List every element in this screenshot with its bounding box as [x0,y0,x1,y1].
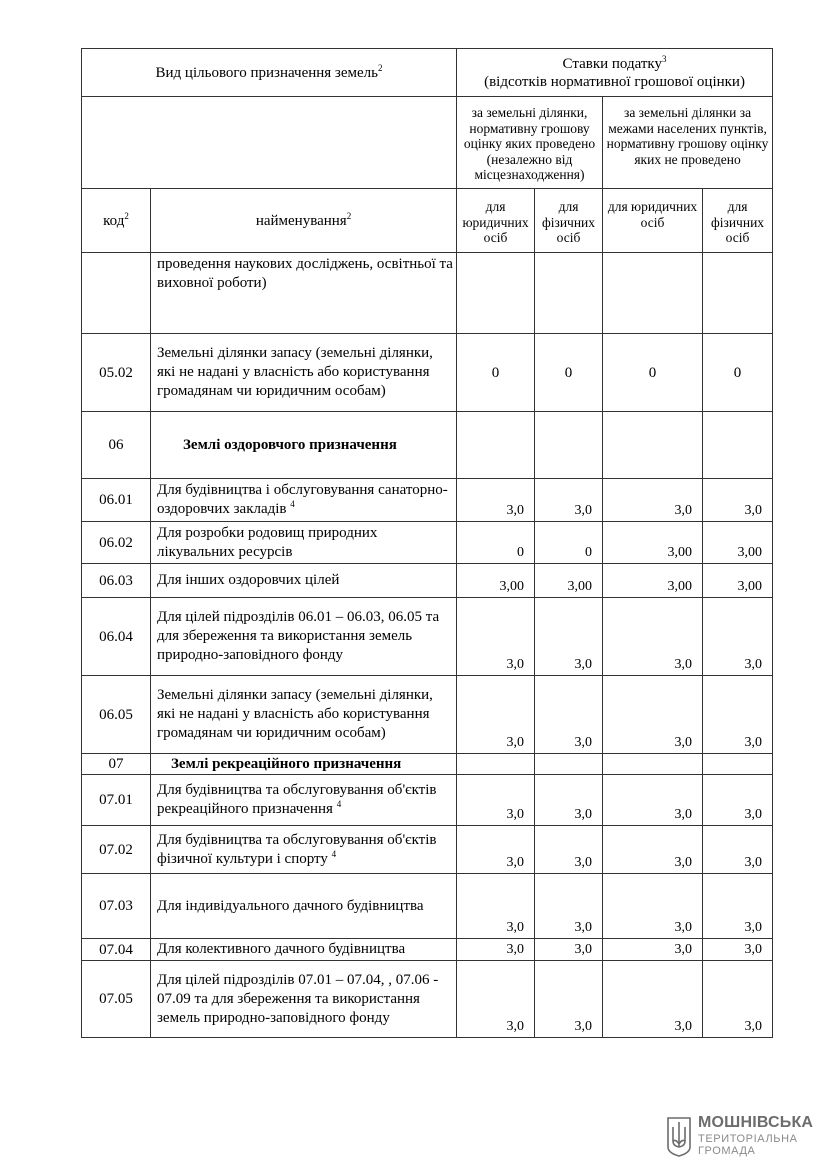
land-tax-rates-table [81,48,773,1038]
row-code: 06.01 [82,479,151,522]
row-name: Для розробки родовищ природних лікувальних ресурсів [151,522,457,564]
row-code: 07.05 [82,961,151,1038]
row-code: 07 [82,754,151,775]
rate-legal-assessed: 3,0 [457,598,535,676]
table-row [82,775,773,826]
row-code [82,253,151,334]
name-header [151,189,457,253]
table-row [82,676,773,754]
rate-legal-assessed: 3,00 [457,564,535,598]
rate-legal-assessed: 3,0 [457,676,535,754]
row-name-cell [151,479,457,522]
table-row [82,826,773,874]
footnote-mark: 3 [662,53,667,64]
rate-legal-assessed: 3,0 [457,826,535,874]
rate-physical-assessed: 3,0 [535,479,603,522]
row-name: Для колективного дачного будівництва [151,939,457,961]
table-row [82,874,773,939]
row-name: Земельні ділянки запасу (земельні ділянки, які не надані у власність або користування громадянам чи юридичним особам) [151,334,457,412]
row-name: Для цілей підрозділів 07.01 – 07.04, , 07.06 - 07.09 та для збереження та використання земель природно-заповідного фонду [151,961,457,1038]
land-use-type-label: Вид цільового призначення земель [155,64,378,81]
tax-rates-label: Ставки податку [562,55,663,72]
rate-physical-assessed [535,253,603,334]
rate-legal-not-assessed: 3,00 [603,564,703,598]
rate-physical-not-assessed [703,412,773,479]
row-code: 06.05 [82,676,151,754]
row-code: 07.04 [82,939,151,961]
logo-line-1: МОШНІВСЬКА [698,1114,814,1131]
table-row [82,598,773,676]
rate-physical-not-assessed: 3,0 [703,961,773,1038]
trident-emblem-icon [666,1117,692,1157]
legal-entities-header-2: для юридичних осіб [603,189,703,253]
rate-physical-not-assessed: 3,0 [703,598,773,676]
rate-physical-assessed [535,754,603,775]
code-header [82,189,151,253]
rate-legal-not-assessed: 3,0 [603,874,703,939]
rate-legal-assessed: 0 [457,522,535,564]
rate-legal-not-assessed: 3,0 [603,961,703,1038]
rate-physical-assessed: 0 [535,522,603,564]
row-code: 07.01 [82,775,151,826]
section-title: Землі оздоровчого призначення [151,412,457,479]
row-name: Для будівництва та обслуговування об'єктів рекреаційного призначення [157,782,437,817]
rate-physical-not-assessed: 3,00 [703,522,773,564]
rate-physical-not-assessed: 3,00 [703,564,773,598]
tax-rates-note: (відсотків нормативної грошової оцінки) [484,73,745,90]
row-name: проведення наукових досліджень, освітньої та виховної роботи) [151,253,457,334]
rate-physical-assessed: 3,0 [535,676,603,754]
rate-physical-not-assessed: 3,0 [703,775,773,826]
rate-legal-assessed: 3,0 [457,939,535,961]
rate-legal-assessed: 3,0 [457,961,535,1038]
table-row [82,564,773,598]
tax-rates-header [457,49,773,97]
rate-legal-not-assessed [603,253,703,334]
rate-physical-not-assessed: 3,0 [703,826,773,874]
rate-physical-not-assessed: 0 [703,334,773,412]
rate-physical-not-assessed: 3,0 [703,939,773,961]
table-row [82,939,773,961]
row-name-cell [151,775,457,826]
table-row [82,961,773,1038]
section-row [82,412,773,479]
row-name: Для цілей підрозділів 06.01 – 06.03, 06.05 та для збереження та використання земель природно-заповідного фонду [151,598,457,676]
rate-physical-not-assessed [703,754,773,775]
rate-legal-not-assessed: 3,0 [603,479,703,522]
rate-physical-not-assessed [703,253,773,334]
legal-entities-header-1: для юридичних осіб [457,189,535,253]
footnote-mark: 4 [290,499,295,509]
row-code: 06.02 [82,522,151,564]
row-code: 06.03 [82,564,151,598]
community-logo [666,1114,816,1162]
rate-physical-not-assessed: 3,0 [703,676,773,754]
land-use-type-header [82,49,457,97]
rate-legal-assessed: 3,0 [457,775,535,826]
rate-legal-not-assessed: 3,00 [603,522,703,564]
rate-legal-assessed [457,754,535,775]
rate-physical-assessed: 0 [535,334,603,412]
rate-legal-not-assessed: 3,0 [603,676,703,754]
rate-legal-assessed: 3,0 [457,874,535,939]
row-name: Для будівництва і обслуговування санаторно-оздоровчих закладів [157,482,448,517]
row-code: 06 [82,412,151,479]
rate-legal-not-assessed: 3,0 [603,826,703,874]
blank-header-cell [82,97,457,189]
footnote-mark: 4 [336,799,342,809]
rate-physical-assessed: 3,0 [535,939,603,961]
row-code: 07.02 [82,826,151,874]
rate-legal-not-assessed: 3,0 [603,598,703,676]
table-row [82,522,773,564]
rate-physical-assessed: 3,0 [535,826,603,874]
table-row [82,479,773,522]
row-name: Для будівництва та обслуговування об'єктів фізичної культури і спорту [157,831,437,867]
row-code: 07.03 [82,874,151,939]
rate-physical-assessed: 3,0 [535,874,603,939]
rate-physical-assessed [535,412,603,479]
rate-physical-assessed: 3,0 [535,775,603,826]
rate-legal-not-assessed: 0 [603,334,703,412]
row-code: 06.04 [82,598,151,676]
row-name: Для індивідуального дачного будівництва [151,874,457,939]
rate-legal-assessed [457,412,535,479]
group-not-assessed-header: за земельні ділянки за межами населених пунктів, нормативну грошову оцінку яких не проведено [603,97,773,189]
footnote-mark: 2 [124,210,129,221]
rate-legal-assessed: 3,0 [457,479,535,522]
logo-line-2: ТЕРИТОРІАЛЬНА [698,1133,798,1145]
section-title: Землі рекреаційного призначення [151,754,457,775]
row-name: Земельні ділянки запасу (земельні ділянки, які не надані у власність або користування громадянам чи юридичним особам) [151,676,457,754]
rate-physical-not-assessed: 3,0 [703,479,773,522]
code-label: код [103,212,125,229]
row-name: Для інших оздоровчих цілей [151,564,457,598]
table-row [82,253,773,334]
individuals-header-2: для фізичних осіб [703,189,773,253]
header-row-3 [82,189,773,253]
rate-physical-not-assessed: 3,0 [703,874,773,939]
rate-legal-assessed [457,253,535,334]
name-label: найменування [255,212,347,229]
rate-physical-assessed: 3,0 [535,961,603,1038]
header-row-2 [82,97,773,189]
rate-legal-not-assessed [603,754,703,775]
footnote-mark: 4 [331,848,337,859]
footnote-mark: 2 [378,62,383,73]
logo-line-3: ГРОМАДА [698,1145,756,1157]
rate-physical-assessed: 3,0 [535,598,603,676]
rate-legal-not-assessed: 3,0 [603,939,703,961]
row-code: 05.02 [82,334,151,412]
footnote-mark: 2 [346,210,352,221]
section-row [82,754,773,775]
group-assessed-header: за земельні ділянки, нормативну грошову оцінку яких проведено (незалежно від місцезнаходження) [457,97,603,189]
rate-legal-not-assessed: 3,0 [603,775,703,826]
header-row-1 [82,49,773,97]
row-name-cell [151,826,457,874]
individuals-header-1: для фізичних осіб [535,189,603,253]
table-row [82,334,773,412]
rate-legal-not-assessed [603,412,703,479]
rate-legal-assessed: 0 [457,334,535,412]
rate-physical-assessed: 3,00 [535,564,603,598]
